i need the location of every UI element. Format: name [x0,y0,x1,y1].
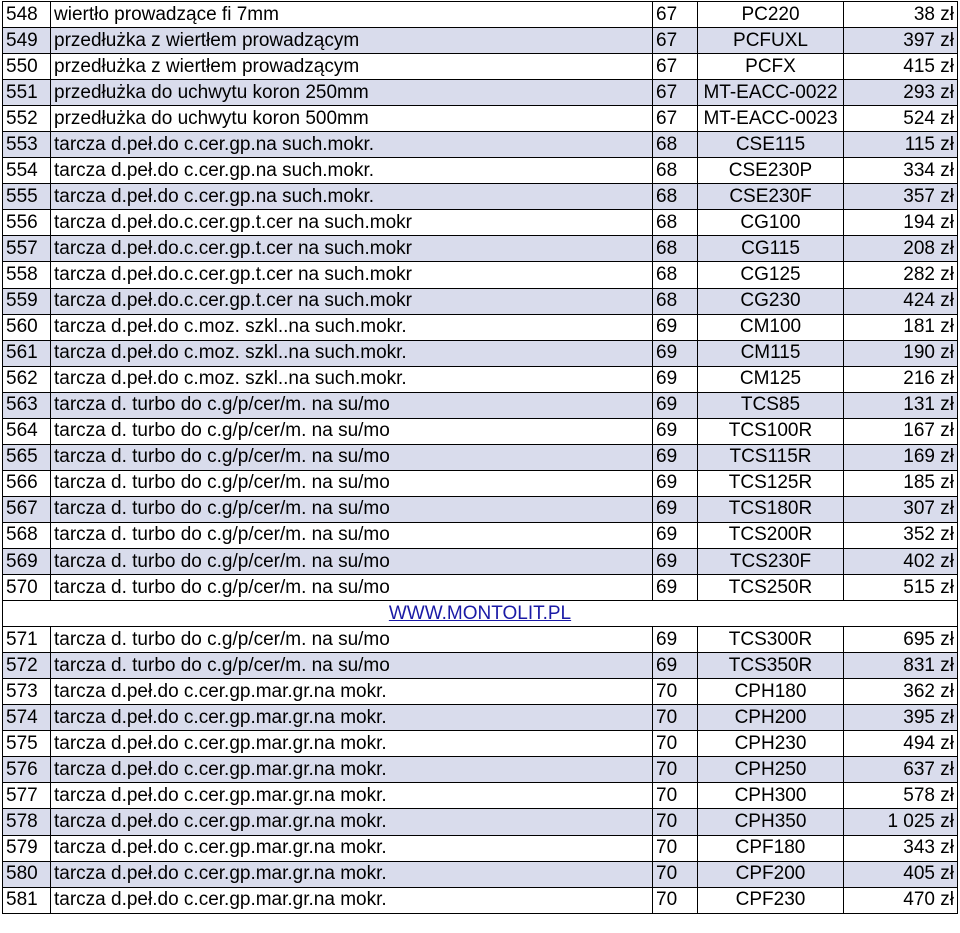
item-price: 578 zł [844,783,958,809]
table-row [3,210,958,236]
table-row [3,783,958,809]
item-name: wiertło prowadzące fi 7mm [51,2,653,28]
item-price: 334 zł [844,158,958,184]
item-name: tarcza d.peł.do.c.cer.gp.t.cer na such.mokr [51,262,653,288]
item-price: 470 zł [844,887,958,913]
table-row [3,158,958,184]
website-link-cell [3,601,958,627]
product-code: CPF200 [698,861,844,887]
catalog-page: 68 [653,288,698,314]
item-name: tarcza d. turbo do c.g/p/cer/m. na su/mo [51,496,653,522]
item-number: 559 [3,288,51,314]
item-price: 190 zł [844,340,958,366]
item-name: przedłużka z wiertłem prowadzącym [51,28,653,54]
catalog-page: 68 [653,236,698,262]
table-row [3,705,958,731]
item-price: 362 zł [844,679,958,705]
product-code: PC220 [698,2,844,28]
item-price: 637 zł [844,757,958,783]
website-link-row [3,601,958,627]
item-number: 564 [3,418,51,444]
product-code: CPH300 [698,783,844,809]
catalog-page: 68 [653,262,698,288]
item-name: tarcza d.peł.do c.moz. szkl..na such.mokr. [51,340,653,366]
product-code: CG125 [698,262,844,288]
table-row [3,444,958,470]
item-number: 574 [3,705,51,731]
item-name: tarcza d. turbo do c.g/p/cer/m. na su/mo [51,444,653,470]
item-price: 397 zł [844,28,958,54]
item-name: tarcza d. turbo do c.g/p/cer/m. na su/mo [51,522,653,548]
item-number: 576 [3,757,51,783]
item-number: 571 [3,627,51,653]
item-name: tarcza d.peł.do c.cer.gp.mar.gr.na mokr. [51,705,653,731]
table-row [3,184,958,210]
catalog-page: 69 [653,366,698,392]
catalog-page: 68 [653,184,698,210]
catalog-page: 69 [653,575,698,601]
table-row [3,418,958,444]
item-name: tarcza d.peł.do c.moz. szkl..na such.mokr. [51,366,653,392]
catalog-page: 69 [653,444,698,470]
item-price: 307 zł [844,496,958,522]
item-number: 567 [3,496,51,522]
item-name: tarcza d.peł.do c.cer.gp.mar.gr.na mokr. [51,679,653,705]
catalog-page: 69 [653,548,698,574]
item-number: 552 [3,106,51,132]
item-price: 194 zł [844,210,958,236]
item-number: 580 [3,861,51,887]
item-price: 1 025 zł [844,809,958,835]
item-price: 343 zł [844,835,958,861]
table-row [3,80,958,106]
item-price: 402 zł [844,548,958,574]
item-number: 562 [3,366,51,392]
catalog-page: 70 [653,861,698,887]
item-number: 549 [3,28,51,54]
product-code: CM115 [698,340,844,366]
product-code: TCS115R [698,444,844,470]
catalog-page: 70 [653,835,698,861]
item-price: 831 zł [844,653,958,679]
product-code: TCS100R [698,418,844,444]
table-row [3,262,958,288]
catalog-page: 70 [653,679,698,705]
item-price: 185 zł [844,470,958,496]
item-name: tarcza d.peł.do c.moz. szkl..na such.mokr. [51,314,653,340]
item-price: 169 zł [844,444,958,470]
product-code: CG100 [698,210,844,236]
catalog-page: 68 [653,210,698,236]
item-price: 494 zł [844,731,958,757]
item-name: tarcza d.peł.do c.cer.gp.mar.gr.na mokr. [51,809,653,835]
item-price: 415 zł [844,54,958,80]
catalog-page: 67 [653,106,698,132]
item-number: 557 [3,236,51,262]
product-code: CG115 [698,236,844,262]
item-number: 554 [3,158,51,184]
item-number: 553 [3,132,51,158]
item-name: tarcza d.peł.do c.cer.gp.na such.mokr. [51,158,653,184]
catalog-page: 70 [653,705,698,731]
product-code: TCS125R [698,470,844,496]
item-name: tarcza d.peł.do c.cer.gp.mar.gr.na mokr. [51,757,653,783]
item-name: tarcza d.peł.do.c.cer.gp.t.cer na such.mokr [51,288,653,314]
item-number: 581 [3,887,51,913]
table-row [3,757,958,783]
item-number: 561 [3,340,51,366]
table-row [3,861,958,887]
item-number: 563 [3,392,51,418]
product-code: TCS250R [698,575,844,601]
table-row [3,887,958,913]
item-name: tarcza d. turbo do c.g/p/cer/m. na su/mo [51,575,653,601]
catalog-page: 69 [653,418,698,444]
item-number: 569 [3,548,51,574]
item-name: tarcza d. turbo do c.g/p/cer/m. na su/mo [51,548,653,574]
item-price: 293 zł [844,80,958,106]
item-price: 115 zł [844,132,958,158]
table-row [3,288,958,314]
item-price: 515 zł [844,575,958,601]
catalog-page: 70 [653,757,698,783]
catalog-page: 67 [653,2,698,28]
item-name: tarcza d.peł.do c.cer.gp.mar.gr.na mokr. [51,835,653,861]
product-code: CPF230 [698,887,844,913]
item-price: 524 zł [844,106,958,132]
catalog-page: 67 [653,28,698,54]
item-number: 551 [3,80,51,106]
product-code: TCS85 [698,392,844,418]
item-number: 548 [3,2,51,28]
table-row [3,314,958,340]
table-row [3,236,958,262]
item-number: 550 [3,54,51,80]
item-number: 568 [3,522,51,548]
item-price: 167 zł [844,418,958,444]
item-price: 131 zł [844,392,958,418]
catalog-page: 70 [653,809,698,835]
item-name: tarcza d.peł.do.c.cer.gp.t.cer na such.mokr [51,210,653,236]
product-code: CSE115 [698,132,844,158]
product-code: PCFUXL [698,28,844,54]
catalog-page: 68 [653,158,698,184]
item-number: 565 [3,444,51,470]
item-name: przedłużka z wiertłem prowadzącym [51,54,653,80]
item-number: 556 [3,210,51,236]
catalog-page: 69 [653,627,698,653]
item-name: tarcza d. turbo do c.g/p/cer/m. na su/mo [51,418,653,444]
item-price: 216 zł [844,366,958,392]
table-row [3,28,958,54]
product-code: TCS200R [698,522,844,548]
item-name: tarcza d.peł.do c.cer.gp.na such.mokr. [51,184,653,210]
item-price: 395 zł [844,705,958,731]
product-code: CSE230P [698,158,844,184]
website-link[interactable]: WWW.MONTOLIT.PL [388,602,572,624]
price-list-table [2,1,958,914]
item-number: 566 [3,470,51,496]
item-number: 572 [3,653,51,679]
product-code: CPH250 [698,757,844,783]
product-code: TCS230F [698,548,844,574]
table-row [3,2,958,28]
item-number: 577 [3,783,51,809]
item-price: 695 zł [844,627,958,653]
table-row [3,340,958,366]
table-row [3,548,958,574]
item-number: 579 [3,835,51,861]
table-row [3,496,958,522]
item-name: tarcza d. turbo do c.g/p/cer/m. na su/mo [51,470,653,496]
product-code: CPF180 [698,835,844,861]
item-name: tarcza d.peł.do c.cer.gp.mar.gr.na mokr. [51,731,653,757]
table-row [3,679,958,705]
product-code: TCS180R [698,496,844,522]
product-code: CM100 [698,314,844,340]
table-row [3,366,958,392]
catalog-page: 69 [653,496,698,522]
item-number: 575 [3,731,51,757]
item-name: tarcza d. turbo do c.g/p/cer/m. na su/mo [51,627,653,653]
catalog-page: 70 [653,731,698,757]
item-name: tarcza d.peł.do c.cer.gp.mar.gr.na mokr. [51,783,653,809]
product-code: CG230 [698,288,844,314]
table-row [3,627,958,653]
catalog-page: 67 [653,80,698,106]
table-row [3,132,958,158]
item-number: 578 [3,809,51,835]
table-row [3,809,958,835]
product-code: CPH230 [698,731,844,757]
item-number: 570 [3,575,51,601]
item-price: 424 zł [844,288,958,314]
table-row [3,575,958,601]
catalog-page: 69 [653,340,698,366]
product-code: MT-EACC-0022 [698,80,844,106]
catalog-page: 68 [653,132,698,158]
product-code: CM125 [698,366,844,392]
product-code: TCS300R [698,627,844,653]
table-row [3,470,958,496]
item-price: 181 zł [844,314,958,340]
catalog-page: 70 [653,887,698,913]
item-number: 573 [3,679,51,705]
table-row [3,835,958,861]
catalog-page: 69 [653,314,698,340]
catalog-page: 69 [653,522,698,548]
item-name: tarcza d.peł.do.c.cer.gp.t.cer na such.mokr [51,236,653,262]
table-row [3,731,958,757]
price-list-body [3,2,958,914]
price-list-sheet [2,1,958,914]
item-name: tarcza d.peł.do c.cer.gp.mar.gr.na mokr. [51,887,653,913]
product-code: CPH350 [698,809,844,835]
catalog-page: 69 [653,653,698,679]
table-row [3,106,958,132]
item-number: 558 [3,262,51,288]
table-row [3,392,958,418]
item-name: tarcza d. turbo do c.g/p/cer/m. na su/mo [51,392,653,418]
item-price: 405 zł [844,861,958,887]
product-code: MT-EACC-0023 [698,106,844,132]
item-price: 357 zł [844,184,958,210]
item-number: 560 [3,314,51,340]
item-price: 208 zł [844,236,958,262]
item-name: tarcza d.peł.do c.cer.gp.mar.gr.na mokr. [51,861,653,887]
item-name: przedłużka do uchwytu koron 250mm [51,80,653,106]
product-code: CPH180 [698,679,844,705]
product-code: PCFX [698,54,844,80]
catalog-page: 70 [653,783,698,809]
table-row [3,653,958,679]
item-number: 555 [3,184,51,210]
product-code: CSE230F [698,184,844,210]
table-row [3,54,958,80]
catalog-page: 69 [653,392,698,418]
item-name: tarcza d. turbo do c.g/p/cer/m. na su/mo [51,653,653,679]
product-code: TCS350R [698,653,844,679]
item-name: przedłużka do uchwytu koron 500mm [51,106,653,132]
item-price: 282 zł [844,262,958,288]
item-price: 38 zł [844,2,958,28]
catalog-page: 67 [653,54,698,80]
table-row [3,522,958,548]
product-code: CPH200 [698,705,844,731]
catalog-page: 69 [653,470,698,496]
item-name: tarcza d.peł.do c.cer.gp.na such.mokr. [51,132,653,158]
item-price: 352 zł [844,522,958,548]
